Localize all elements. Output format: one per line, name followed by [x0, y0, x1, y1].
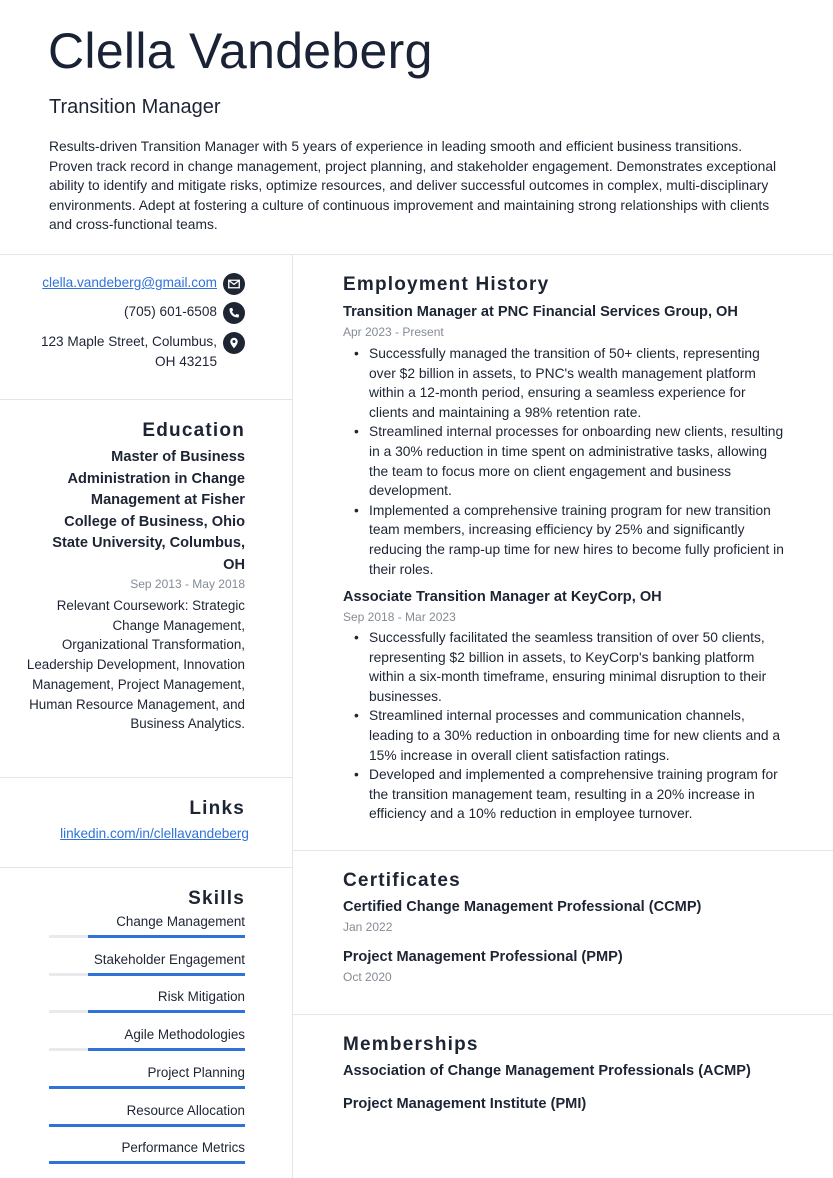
skill-name: Stakeholder Engagement	[93, 951, 245, 967]
skill-level-bar	[49, 1161, 245, 1164]
skills-section	[0, 868, 293, 1178]
skill-level-bar	[49, 1010, 245, 1013]
job-bullets	[351, 344, 787, 579]
skill-item	[49, 1140, 245, 1178]
skill-level-fill	[88, 935, 245, 938]
contact-email	[5, 273, 245, 293]
job-bullet: • Successfully facilitated the seamless transition of over 50 clients, representing $2 billion in assets, to KeyCorp's banking platform within a six-month timeframe, ensuring minimal disruption to their businesses.	[351, 628, 787, 706]
job-title: Transition Manager at PNC Financial Services Group, OH	[343, 304, 738, 320]
skill-name: Agile Methodologies	[124, 1027, 245, 1043]
skill-level-bar	[49, 1124, 245, 1127]
skill-level-fill	[49, 1086, 245, 1089]
skill-item	[49, 1027, 245, 1065]
employment-heading: Employment History	[343, 274, 550, 295]
contact-phone	[5, 302, 245, 322]
job-bullet: • Streamlined internal processes and communication channels, leading to a 30% reduction in onboarding time for new clients and a 15% increase in overall client satisfaction ratings.	[351, 706, 787, 765]
job-date: Sep 2018 - Mar 2023	[343, 610, 456, 624]
skill-level-bar	[49, 935, 245, 938]
skill-item	[49, 989, 245, 1027]
skill-level-fill	[88, 1048, 245, 1051]
job-date: Apr 2023 - Present	[343, 325, 444, 339]
map-pin-icon	[223, 332, 245, 354]
skill-level-bar	[49, 973, 245, 976]
certificates-section	[293, 851, 833, 1015]
envelope-icon	[223, 273, 245, 295]
address-line-2: OH 43215	[155, 354, 217, 369]
skill-item	[49, 1065, 245, 1103]
main-content	[293, 255, 833, 1178]
skill-name: Project Planning	[147, 1064, 245, 1080]
phone-icon	[223, 302, 245, 324]
memberships-heading: Memberships	[343, 1034, 479, 1055]
skill-level-fill	[88, 973, 245, 976]
certificate-title: Project Management Professional (PMP)	[343, 949, 623, 965]
candidate-job-title: Transition Manager	[49, 96, 221, 118]
resume-header	[0, 0, 833, 255]
skill-name: Resource Allocation	[126, 1102, 245, 1118]
skill-item	[49, 1103, 245, 1141]
skill-level-bar	[49, 1048, 245, 1051]
phone-number: (705) 601-6508	[124, 304, 217, 319]
skill-level-bar	[49, 1086, 245, 1089]
links-heading: Links	[189, 798, 245, 819]
skill-name: Risk Mitigation	[157, 989, 245, 1005]
skill-name: Performance Metrics	[121, 1140, 245, 1156]
education-section	[0, 400, 293, 778]
job-bullets	[351, 628, 787, 824]
job-bullet: • Implemented a comprehensive training program for new transition team members, increasing efficiency by 25% and significantly reducing the ramp-up time for new hires to become fully proficient in their roles.	[351, 501, 787, 579]
job-bullet: • Developed and implemented a comprehensive training program for the transition management team, resulting in a 20% increase in efficiency and a 10% reduction in employee turnover.	[351, 765, 787, 824]
certificates-heading: Certificates	[343, 870, 461, 891]
membership-item: Association of Change Management Professionals (ACMP)	[343, 1063, 751, 1079]
skill-item	[49, 914, 245, 952]
skills-heading: Skills	[188, 888, 245, 909]
candidate-name: Clella Vandeberg	[48, 23, 433, 79]
linkedin-link[interactable]: linkedin.com/in/clellavandeberg	[60, 826, 249, 841]
address-line-1: 123 Maple Street, Columbus,	[40, 334, 217, 349]
job-bullet: • Streamlined internal processes for onboarding new clients, resulting in a 30% reduction in time spent on administrative tasks, allowing the team to focus more on client engagement and business development.	[351, 422, 787, 500]
education-degree: Master of Business Administration in Change Management at Fisher College of Business, Ohio State University, Columbus, OH	[52, 449, 245, 573]
membership-item: Project Management Institute (PMI)	[343, 1096, 587, 1112]
education-date: Sep 2013 - May 2018	[130, 577, 245, 591]
job-bullet: • Successfully managed the transition of 50+ clients, representing over $2 billion in assets, to PNC's wealth management platform within a 12-month period, ensuring a seamless experience for clients and maintaining a 98% retention rate.	[351, 344, 787, 422]
skill-item	[49, 952, 245, 990]
certificate-date: Oct 2020	[343, 970, 392, 984]
email-link[interactable]: clella.vandeberg@gmail.com	[42, 275, 217, 290]
contact-section	[0, 255, 293, 400]
left-sidebar	[0, 255, 293, 1178]
skill-name: Change Management	[116, 914, 245, 929]
contact-address	[5, 332, 245, 372]
certificate-title: Certified Change Management Professional (CCMP)	[343, 899, 702, 915]
certificate-date: Jan 2022	[343, 920, 393, 934]
skill-level-fill	[49, 1161, 245, 1164]
education-coursework: Relevant Coursework: Strategic Change Management, Organizational Transformation, Leadership Development, Innovation Management, Project Management, Human Resource Management, and Business Analytics.	[26, 598, 245, 732]
skill-level-fill	[88, 1010, 245, 1013]
memberships-section	[293, 1015, 833, 1178]
links-section	[0, 778, 293, 868]
job-title: Associate Transition Manager at KeyCorp, OH	[343, 589, 662, 605]
employment-section	[293, 255, 833, 851]
professional-summary: Results-driven Transition Manager with 5 years of experience in leading smooth and efficient business transitions. Proven track record in change management, project planning, and stakeholder engagement. Demonstrates exceptional ability to identify and mitigate risks, optimize resources, and deliver successful outcomes in complex, multi-disciplinary environments. Adept at fostering a culture of continuous improvement and maintaining strong relationships with clients and cross-functional teams.	[49, 139, 777, 233]
skill-level-fill	[49, 1124, 245, 1127]
education-heading: Education	[142, 420, 245, 441]
